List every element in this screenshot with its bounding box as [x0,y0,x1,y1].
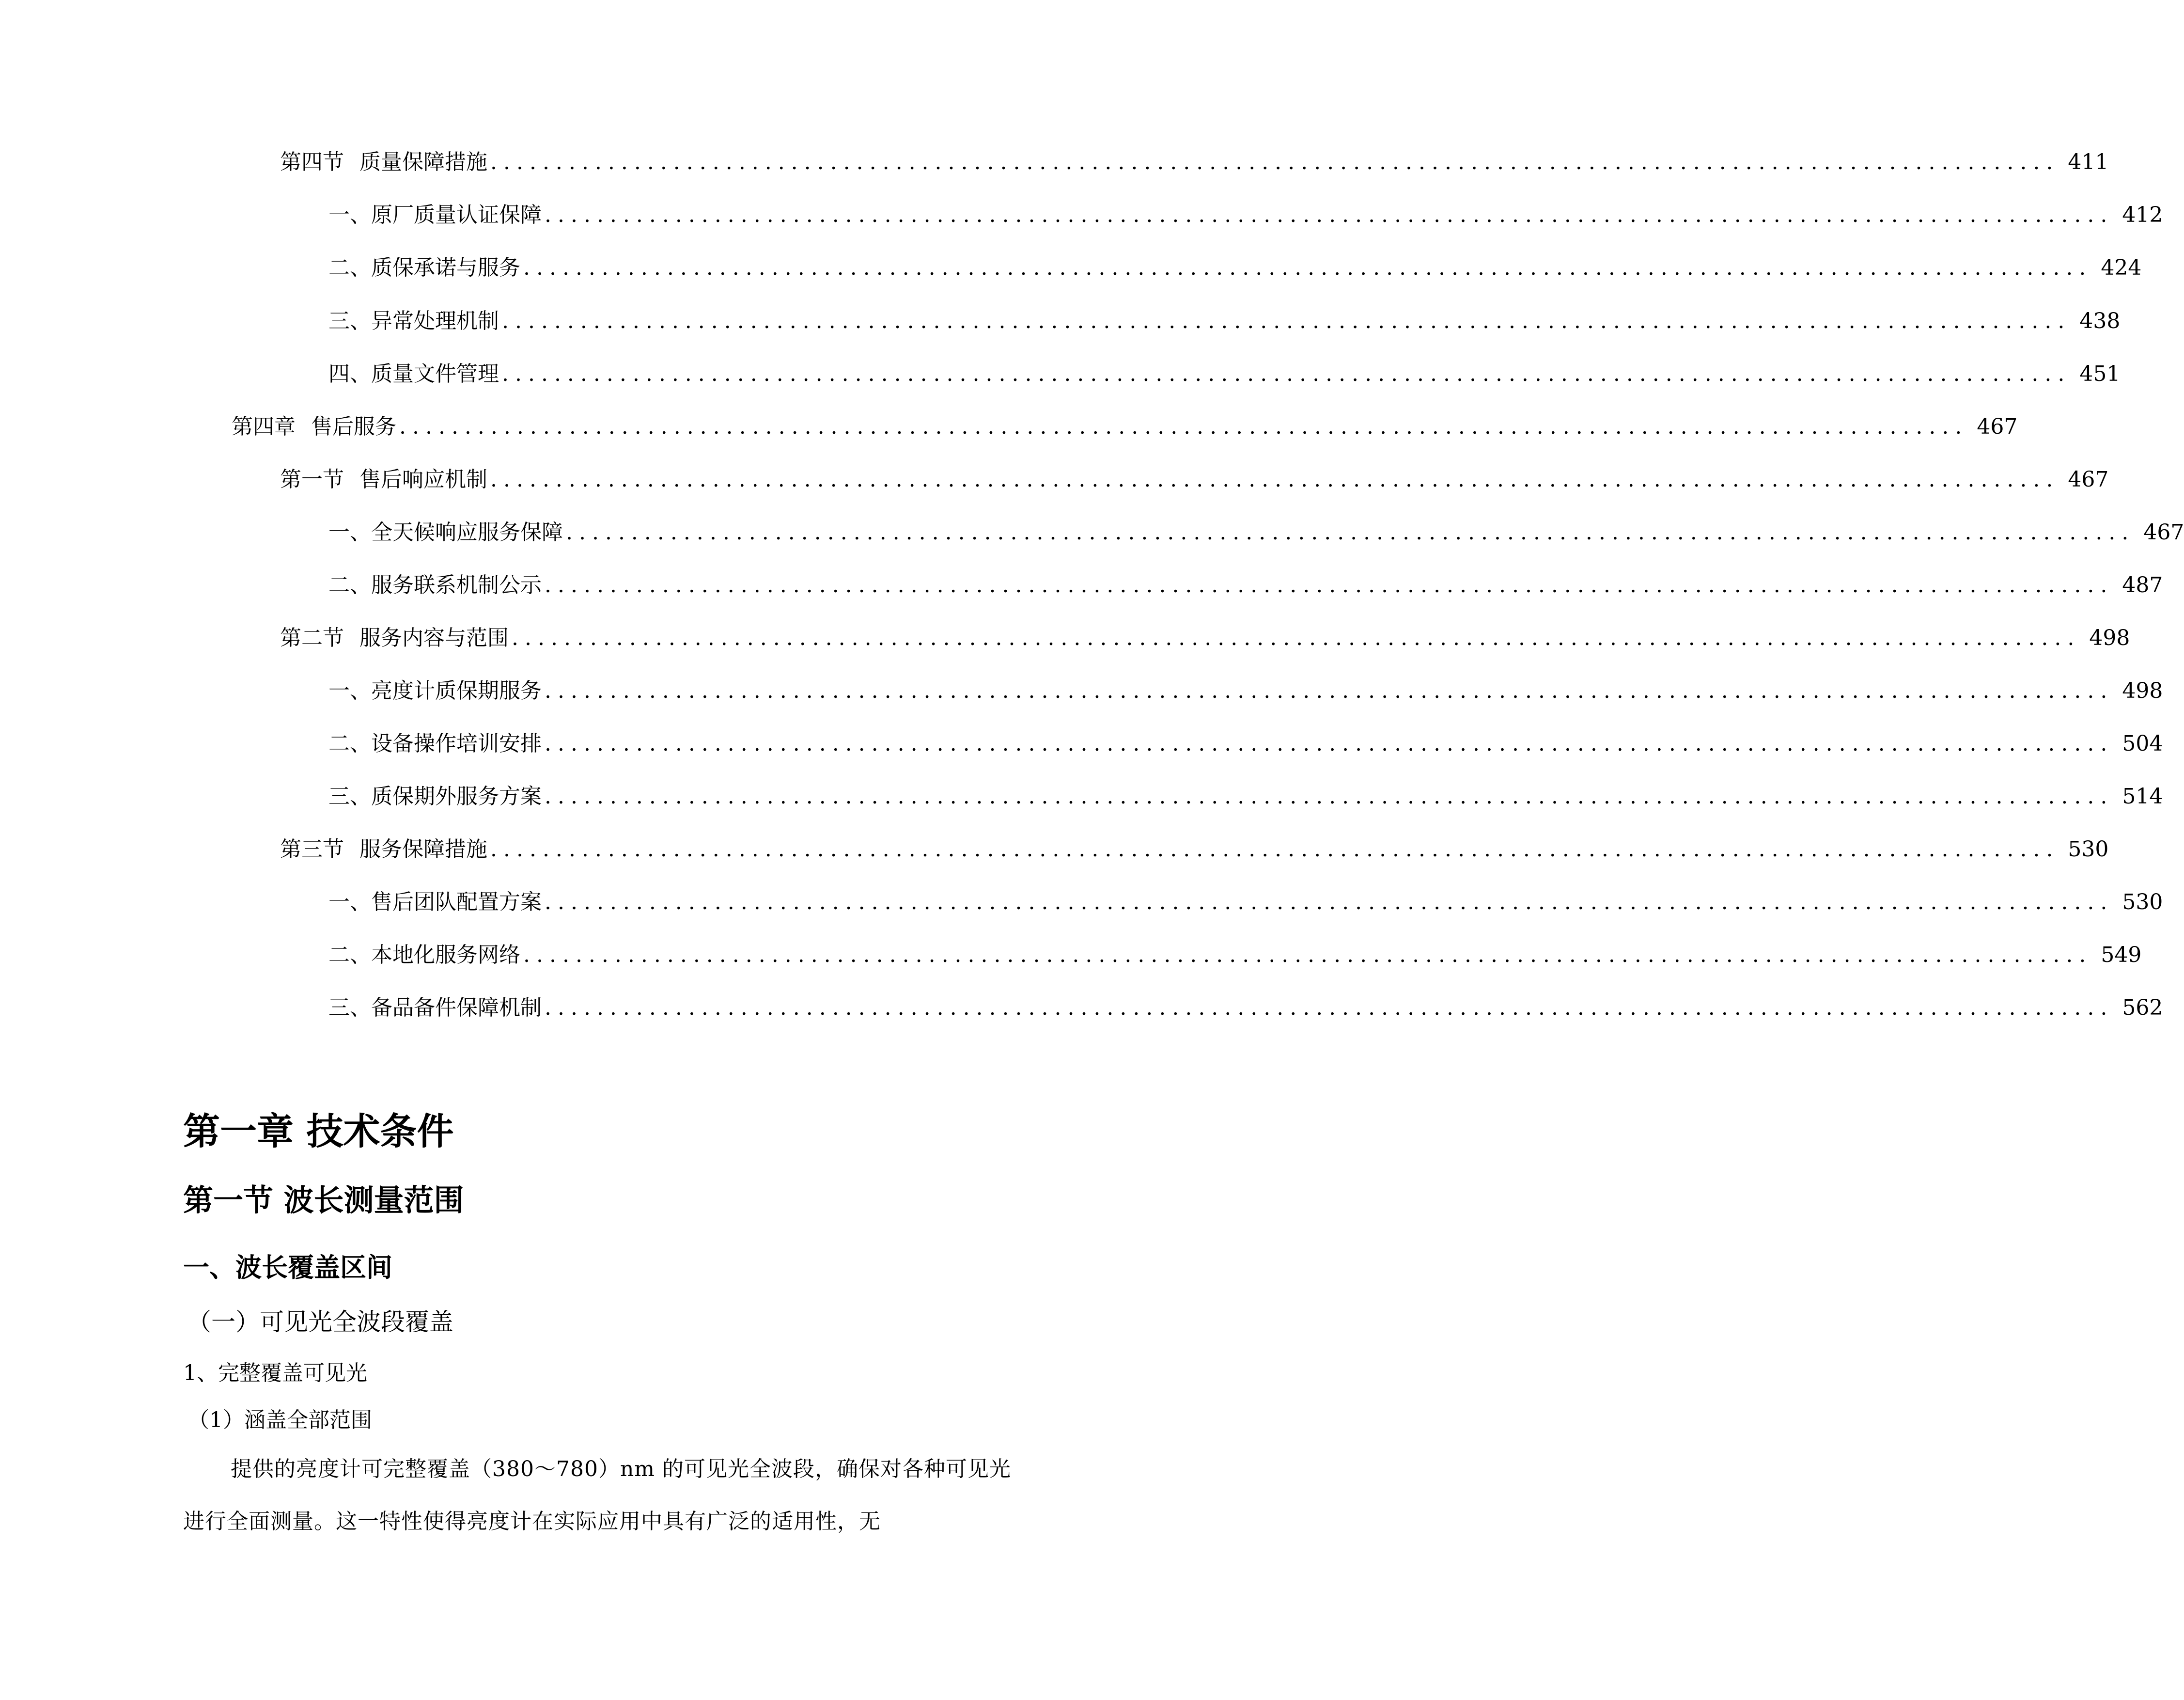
toc-entry-label: 售后响应机制 [359,467,487,492]
toc-entry-number: 二、 [328,943,371,967]
toc-entry-label: 质量文件管理 [371,362,499,386]
toc-entry-number: 一、 [328,678,371,703]
toc-entry[interactable] [328,727,2163,761]
toc-dot-leader: ........................................................................................................................ [523,943,2092,967]
toc-page-number: 487 [2122,573,2163,598]
toc-entry-label: 本地化服务网络 [371,943,520,967]
toc-dot-leader: ........................................................................................................................ [490,837,2059,862]
toc-entry-number: 三、 [328,309,371,333]
toc-entry-number: 第一节 [280,467,344,492]
sub-point-heading: （1）涵盖全部范围 [188,1408,372,1432]
toc-entry-number: 第四节 [280,150,344,174]
toc-entry-label: 全天候响应服务保障 [371,520,563,545]
subsection-heading: 一、波长覆盖区间 [183,1252,392,1283]
toc-dot-leader: ........................................................................................................................ [490,467,2059,492]
toc-dot-leader: ........................................................................................................................ [490,150,2059,174]
toc-entry-number: 第二节 [280,626,344,650]
chapter-heading: 第一章 技术条件 [183,1110,454,1153]
toc-entry-number: 一、 [328,520,371,545]
toc-entry-label: 质保承诺与服务 [371,255,520,280]
toc-page-number: 412 [2122,203,2163,227]
toc-page-number: 424 [2101,255,2142,280]
toc-dot-leader: ........................................................................................................................ [512,626,2081,650]
toc-dot-leader: ........................................................................................................................ [566,520,2135,545]
toc-entry[interactable] [328,304,2121,338]
body-paragraph: 提供的亮度计可完整覆盖（380～780）nm 的可见光全波段，确保对各种可见光进行全面测量。这一特性使得亮度计在实际应用中具有广泛的适用性，无 [183,1457,1012,1534]
toc-dot-leader: ........................................................................................................................ [545,573,2114,598]
toc-page-number: 504 [2122,731,2163,756]
toc-entry-label: 原厂质量认证保障 [371,203,542,227]
toc-page-number: 549 [2101,943,2142,967]
toc-page-number: 438 [2079,309,2121,333]
toc-entry[interactable] [328,251,2142,285]
toc-page-number: 451 [2079,362,2121,386]
toc-entry[interactable] [328,674,2163,708]
toc-entry-number: 二、 [328,255,371,280]
toc-dot-leader: ........................................................................................................................ [545,678,2114,703]
toc-entry[interactable] [328,516,2184,550]
toc-entry[interactable] [232,410,2018,444]
toc-entry[interactable] [280,463,2109,497]
toc-entry[interactable] [328,568,2163,602]
toc-entry-number: 一、 [328,203,371,227]
toc-page-number: 498 [2089,626,2130,650]
toc-dot-leader: ........................................................................................................................ [523,255,2092,280]
toc-entry[interactable] [280,833,2109,866]
toc-entry-number: 三、 [328,784,371,809]
toc-entry[interactable] [328,198,2163,232]
toc-page-number: 498 [2122,678,2163,703]
toc-entry-label: 质量保障措施 [359,150,487,174]
toc-entry-label: 备品备件保障机制 [371,995,542,1020]
toc-page-number: 530 [2068,837,2109,862]
toc-entry-number: 一、 [328,890,371,914]
toc-entry-number: 二、 [328,573,371,598]
toc-dot-leader: ........................................................................................................................ [545,784,2114,809]
toc-entry[interactable] [328,991,2163,1025]
toc-dot-leader: ........................................................................................................................ [399,414,1968,439]
toc-entry[interactable] [328,938,2142,972]
toc-page-number: 411 [2068,150,2109,174]
toc-entry-label: 服务保障措施 [359,837,487,862]
toc-entry[interactable] [280,145,2109,179]
toc-entry-label: 售后团队配置方案 [371,890,542,914]
toc-entry[interactable] [280,621,2130,655]
toc-dot-leader: ........................................................................................................................ [545,890,2114,914]
toc-entry-label: 服务内容与范围 [359,626,509,650]
toc-entry-label: 亮度计质保期服务 [371,678,542,703]
toc-dot-leader: ........................................................................................................................ [502,362,2071,386]
point-heading: 1、完整覆盖可见光 [183,1361,367,1385]
toc-entry[interactable] [328,885,2163,919]
toc-page-number: 530 [2122,890,2163,914]
toc-page-number: 467 [2143,520,2184,545]
toc-entry-label: 质保期外服务方案 [371,784,542,809]
toc-entry[interactable] [328,780,2163,814]
toc-page-number: 467 [1977,414,2018,439]
toc-entry-label: 设备操作培训安排 [371,731,542,756]
toc-entry-number: 第四章 [232,414,296,439]
toc-entry[interactable] [328,357,2121,391]
toc-entry-label: 服务联系机制公示 [371,573,542,598]
toc-dot-leader: ........................................................................................................................ [545,203,2114,227]
toc-entry-number: 二、 [328,731,371,756]
toc-entry-label: 异常处理机制 [371,309,499,333]
toc-dot-leader: ........................................................................................................................ [502,309,2071,333]
toc-entry-number: 四、 [328,362,371,386]
toc-entry-number: 三、 [328,995,371,1020]
section-heading: 第一节 波长测量范围 [183,1182,464,1218]
sub-subsection-heading: （一）可见光全波段覆盖 [187,1308,453,1336]
toc-entry-number: 第三节 [280,837,344,862]
toc-entry-label: 售后服务 [311,414,396,439]
toc-page-number: 467 [2068,467,2109,492]
toc-page-number: 514 [2122,784,2163,809]
toc-page-number: 562 [2122,995,2163,1020]
toc-dot-leader: ........................................................................................................................ [545,731,2114,756]
toc-dot-leader: ........................................................................................................................ [545,995,2114,1020]
